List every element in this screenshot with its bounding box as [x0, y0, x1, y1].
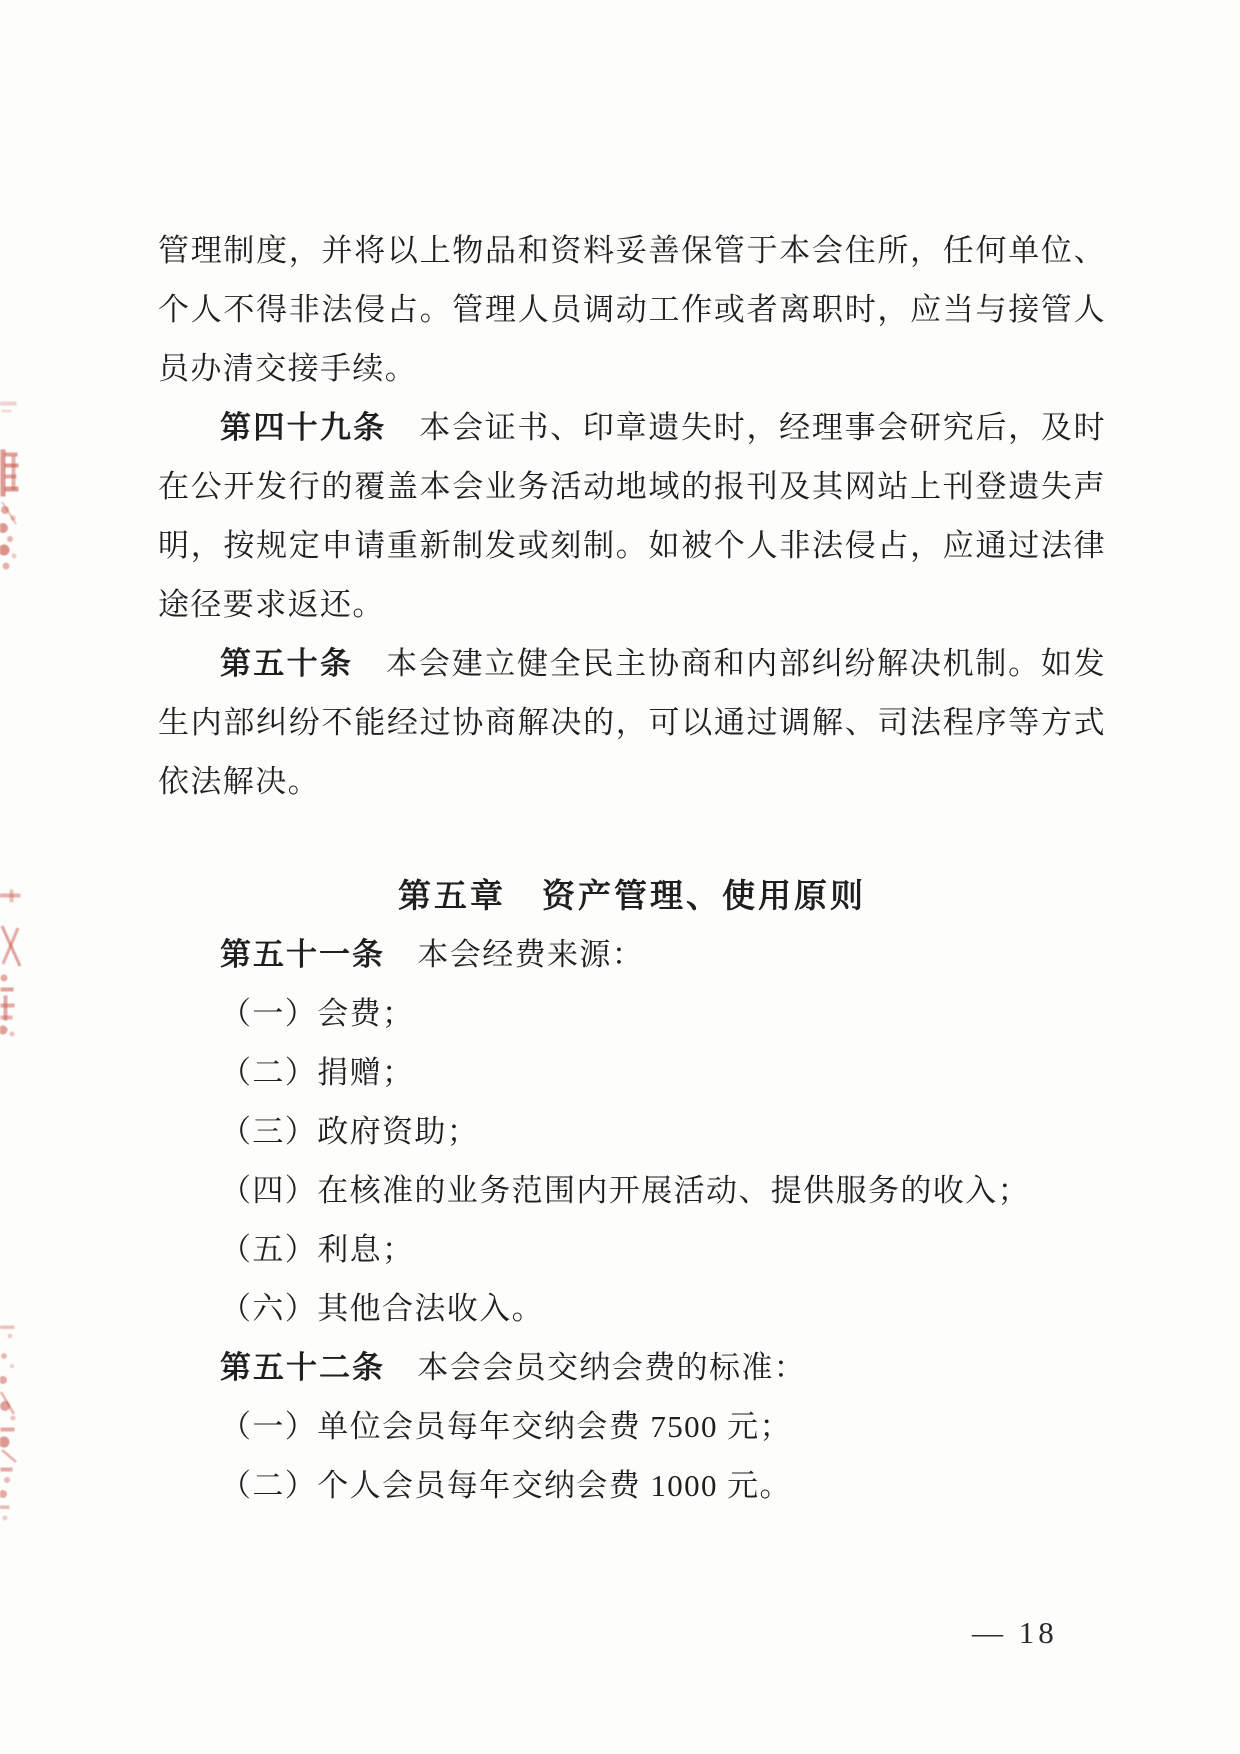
red-stamp-fragment-top [0, 398, 28, 578]
paragraph-text: 管理制度，并将以上物品和资料妥善保管于本会住所，任何单位、个人不得非法侵占。管理人员调动工作或者离职时，应当与接管人员办清交接手续。 [158, 233, 1106, 386]
article-50-paragraph [158, 634, 1106, 811]
article-50-text: 本会建立健全民主协商和内部纠纷解决机制。如发生内部纠纷不能经过协商解决的，可以通过调解、司法程序等方式依法解决。 [158, 646, 1107, 799]
article-51-text: 本会经费来源： [385, 937, 645, 972]
article-52-paragraph [158, 1338, 1106, 1397]
list-item-text: （一）单位会员每年交纳会费 7500 元； [220, 1409, 792, 1444]
fee-item-unit-member [158, 1397, 1106, 1456]
list-item-1 [158, 984, 1106, 1043]
fee-item-individual-member [158, 1456, 1106, 1515]
document-body [158, 221, 1106, 1515]
article-51-paragraph [158, 925, 1106, 984]
list-item-2 [158, 1043, 1106, 1102]
article-50-number: 第五十条 [220, 646, 354, 681]
list-item-3 [158, 1102, 1106, 1161]
article-52-number: 第五十二条 [220, 1350, 385, 1385]
paragraph-continuation [158, 221, 1106, 398]
page-number: — 18 [972, 1615, 1058, 1650]
list-item-4 [158, 1161, 1106, 1220]
list-item-text: （三）政府资助； [220, 1114, 480, 1149]
list-item-5 [158, 1220, 1106, 1279]
article-52-text: 本会会员交纳会费的标准： [385, 1350, 807, 1385]
list-item-text: （五）利息； [220, 1232, 415, 1267]
article-51-number: 第五十一条 [220, 937, 385, 972]
list-item-text: （二）捐赠； [220, 1055, 415, 1090]
red-stamp-fragment-bottom [0, 1322, 30, 1532]
article-49-paragraph [158, 398, 1106, 634]
list-item-text: （六）其他合法收入。 [220, 1291, 544, 1326]
article-49-number: 第四十九条 [220, 410, 387, 445]
list-item-6 [158, 1279, 1106, 1338]
red-stamp-fragment-middle [0, 888, 30, 1043]
list-item-text: （一）会费； [220, 996, 415, 1031]
article-49-text: 本会证书、印章遗失时，经理事会研究后，及时在公开发行的覆盖本会业务活动地域的报刊及其网站上刊登遗失声明，按规定申请重新制发或刻制。如被个人非法侵占，应通过法律途径要求返还。 [158, 410, 1106, 622]
list-item-text: （四）在核准的业务范围内开展活动、提供服务的收入； [220, 1173, 1030, 1208]
chapter-heading: 第五章 资产管理、使用原则 [398, 877, 866, 914]
list-item-text: （二）个人会员每年交纳会费 1000 元。 [220, 1468, 792, 1503]
